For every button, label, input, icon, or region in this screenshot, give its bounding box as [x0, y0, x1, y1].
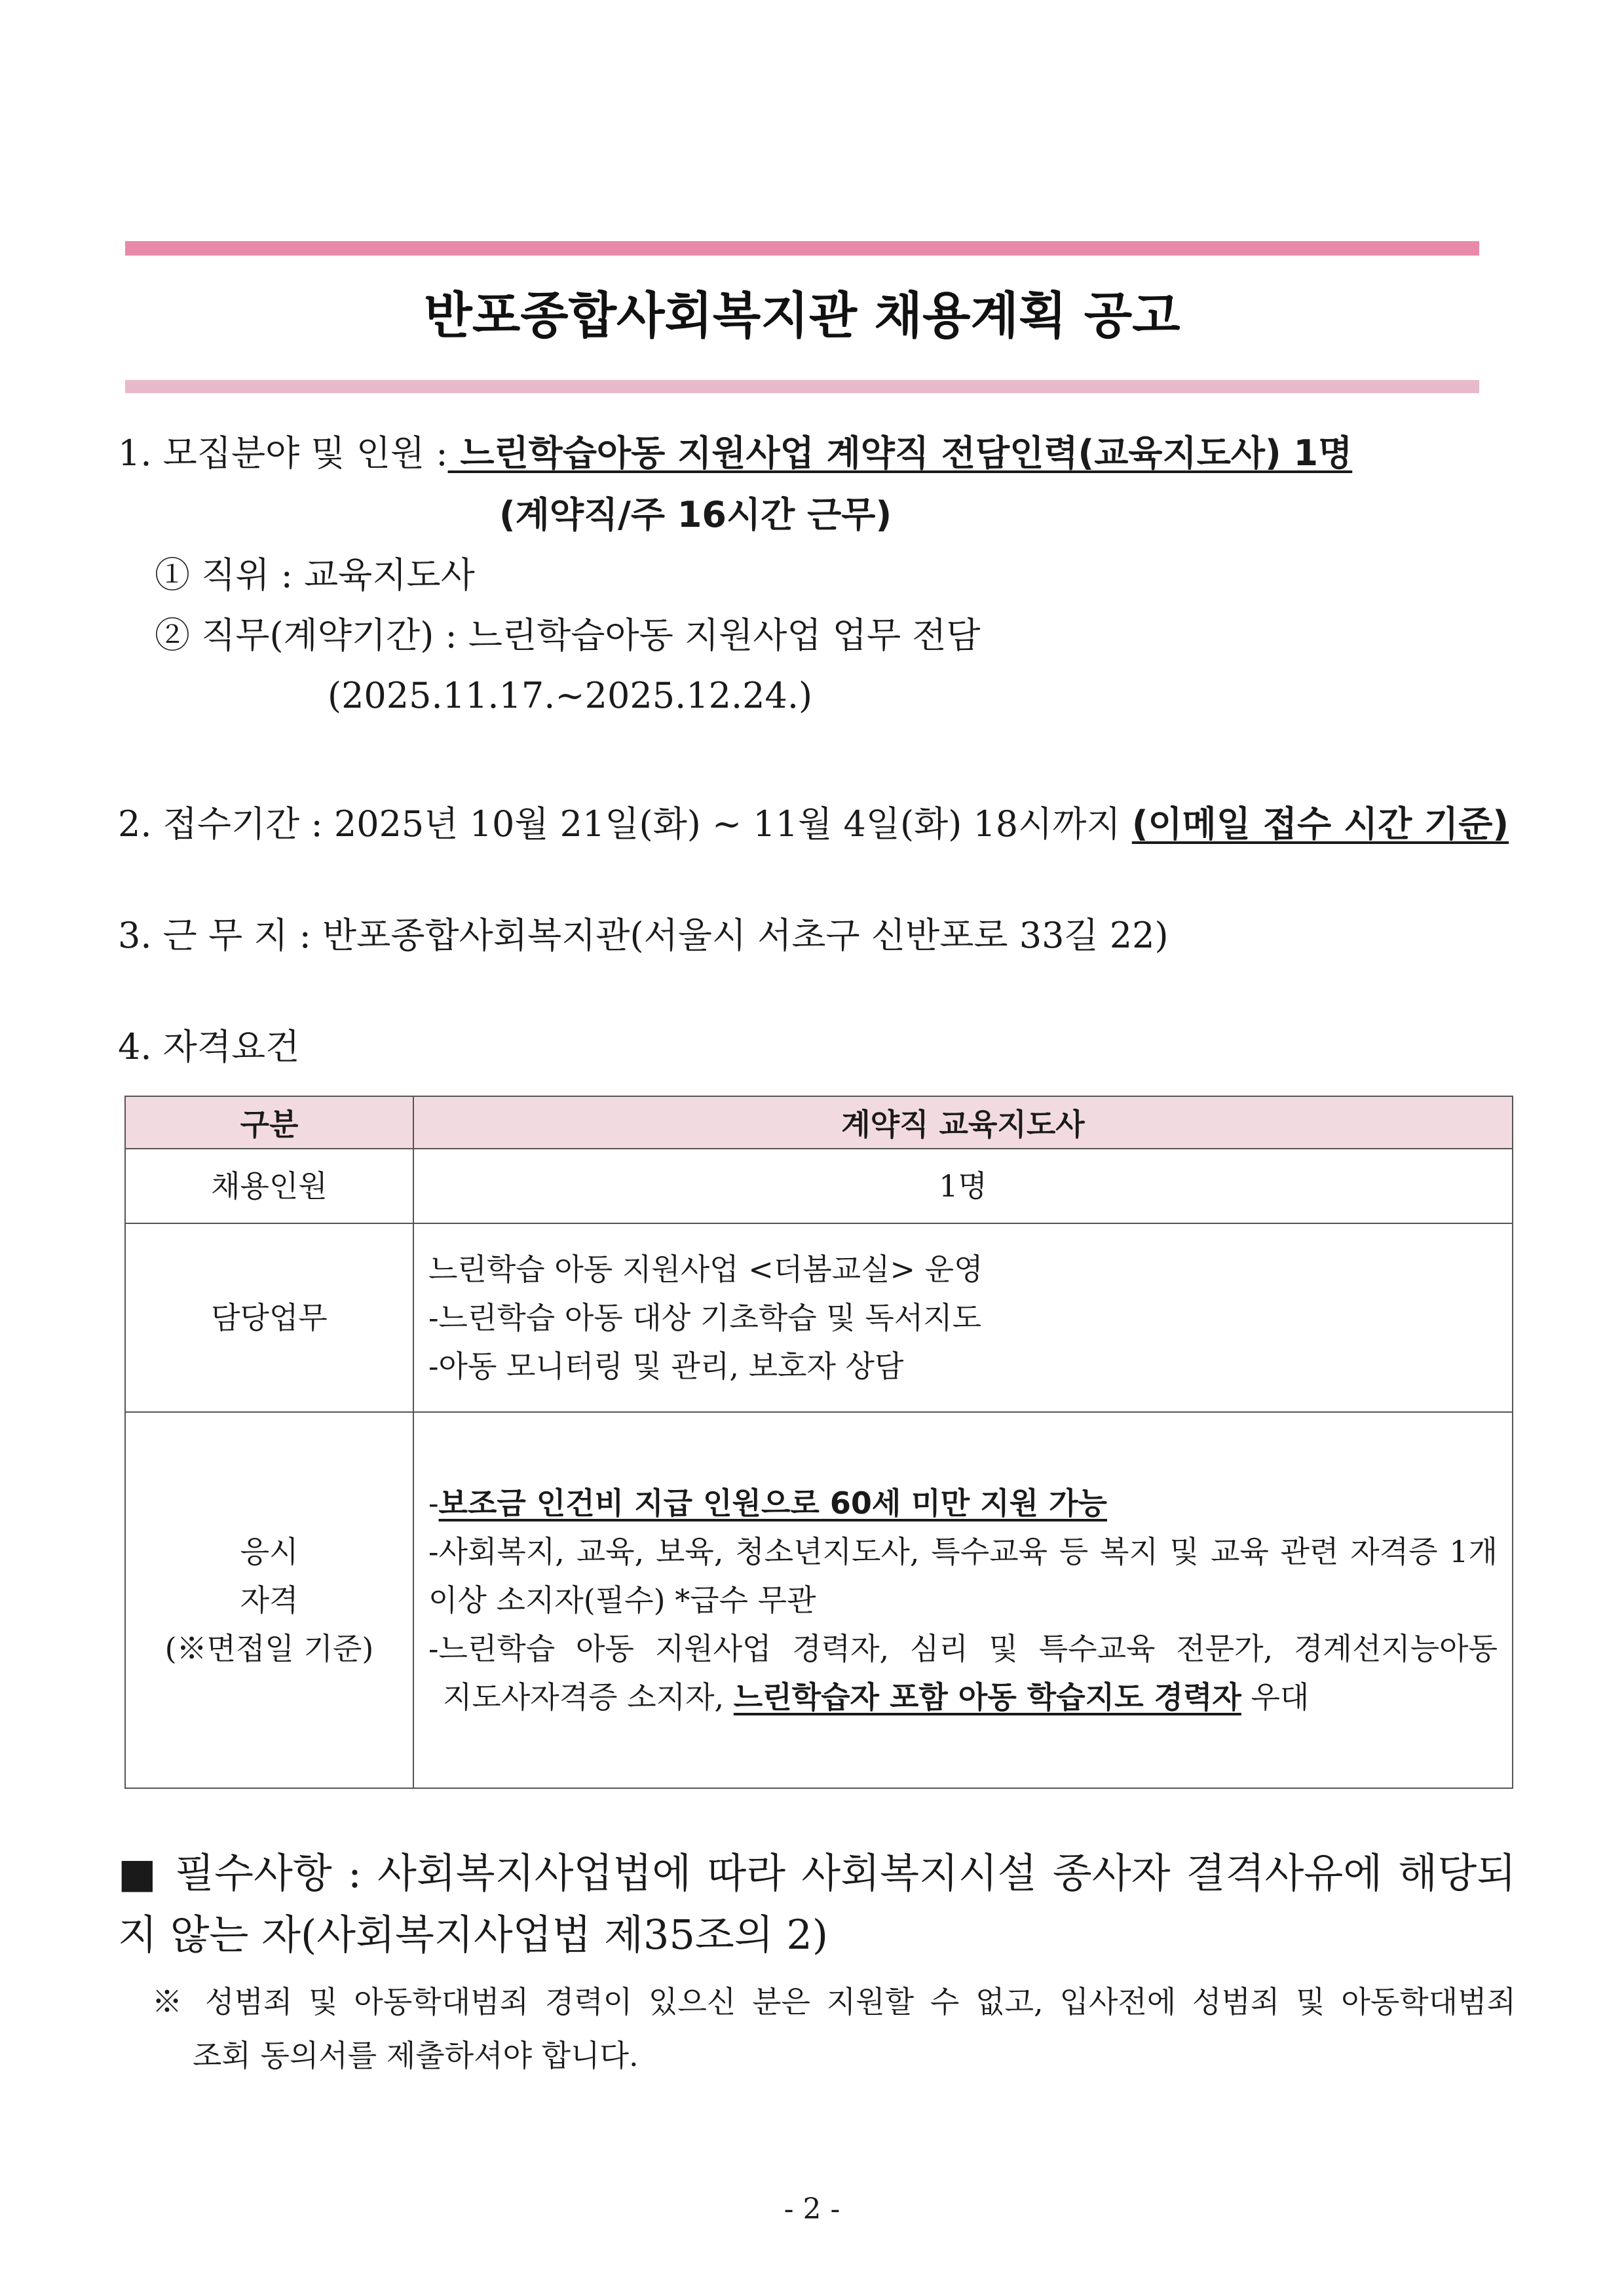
section1-heading — [118, 427, 1352, 480]
section3-workplace: 3. 근 무 지 : 반포종합사회복지관(서울시 서초구 신반포로 33길 22) — [118, 915, 1169, 956]
table-header-row — [125, 1096, 1513, 1149]
qualification-line: -사회복지, 교육, 보육, 청소년지도사, 특수교육 등 복지 및 교육 관련 자격증 1개 — [428, 1534, 1498, 1569]
qualification-label-line: (※면접일 기준) — [164, 1631, 374, 1666]
qualification-line: -느린학습 아동 지원사업 경력자, 심리 및 특수교육 전문가, 경계선지능아동 — [428, 1631, 1498, 1666]
qualification-label-line: 자격 — [240, 1582, 299, 1618]
duty-label: 담당업무 — [125, 1223, 413, 1412]
table-row — [125, 1223, 1513, 1412]
required-notice — [118, 1843, 1516, 1966]
required-notice-text: 필수사항 : 사회복지사업법에 따라 사회복지시설 종사자 결격사유에 해당되지 않는 자(사회복지사업법 제35조의 2) — [118, 1849, 1516, 1959]
section2-emphasis: (이메일 접수 시간 기준) — [1131, 803, 1509, 845]
section2-application-period — [118, 798, 1509, 851]
title-bottom-bar — [125, 380, 1479, 393]
section4-heading: 4. 자격요건 — [118, 1026, 300, 1067]
duty-line: 느린학습 아동 지원사업 <더봄교실> 운영 — [428, 1252, 983, 1287]
section2-text: 2. 접수기간 : 2025년 10월 21일(화) ~ 11월 4일(화) 18시까지 — [118, 803, 1132, 845]
count-label: 채용인원 — [125, 1149, 413, 1223]
qualification-preferred-prefix: 지도사자격증 소지자, — [443, 1679, 734, 1715]
table-row — [125, 1149, 1513, 1223]
qualification-prefix: - — [428, 1485, 439, 1521]
section1-position: 느린학습아동 지원사업 계약직 전담인력(교육지도사) 1명 — [447, 432, 1353, 474]
table-header-category: 구분 — [125, 1096, 413, 1149]
qualification-cell — [413, 1412, 1513, 1788]
page-number: - 2 - — [784, 2192, 840, 2226]
section1-period: (2025.11.17.~2025.12.24.) — [328, 675, 813, 716]
qualification-label-line: 응시 — [240, 1534, 299, 1569]
square-bullet-icon: ■ — [118, 1849, 160, 1897]
qualification-line — [428, 1673, 1498, 1721]
qualification-age-limit: 보조금 인건비 지급 인원으로 60세 미만 지원 가능 — [438, 1485, 1107, 1521]
title-top-bar — [125, 241, 1479, 256]
section1-item-role: ① 직위 : 교육지도사 — [155, 554, 475, 596]
qualification-line — [428, 1479, 1498, 1527]
count-value: 1명 — [413, 1149, 1513, 1223]
page-title: 반포종합사회복지관 채용계획 공고 — [424, 286, 1180, 345]
section1-label: 1. 모집분야 및 인원 : — [118, 432, 448, 474]
note-line: 조회 동의서를 제출하셔야 합니다. — [193, 2038, 639, 2073]
section1-position-detail: (계약직/주 16시간 근무) — [499, 494, 892, 535]
criminal-record-note — [152, 1975, 1516, 2082]
qualification-line: 이상 소지자(필수) *급수 무관 — [428, 1582, 816, 1618]
section1-item-duty: ② 직무(계약기간) : 느린학습아동 지원사업 업무 전담 — [155, 615, 981, 656]
duty-cell — [413, 1223, 1513, 1412]
duty-line: -느린학습 아동 대상 기초학습 및 독서지도 — [428, 1300, 982, 1335]
note-line: ※ 성범죄 및 아동학대범죄 경력이 있으신 분은 지원할 수 없고, 입사전에 성범죄 및 아동학대범죄 — [152, 1984, 1516, 2019]
table-row — [125, 1412, 1513, 1788]
qualification-preferred-experience: 느린학습자 포함 아동 학습지도 경력자 — [733, 1679, 1241, 1715]
qualification-preferred-suffix: 우대 — [1241, 1679, 1310, 1715]
table-header-position: 계약직 교육지도사 — [413, 1096, 1513, 1149]
requirements-table — [124, 1096, 1513, 1789]
qualification-label — [125, 1412, 413, 1788]
duty-line: -아동 모니터링 및 관리, 보호자 상담 — [428, 1349, 904, 1384]
